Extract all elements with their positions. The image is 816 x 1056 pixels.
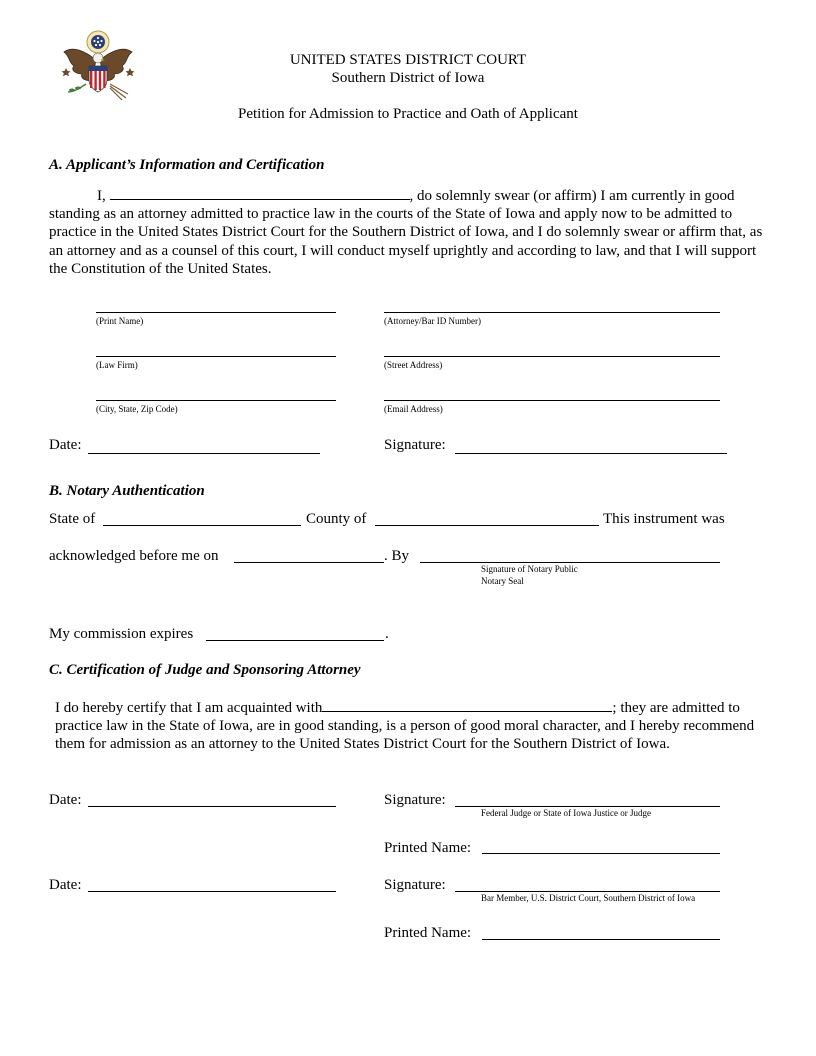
section-a-heading: A. Applicant’s Information and Certification	[49, 157, 325, 173]
date-line-attorney[interactable]	[88, 891, 336, 892]
acknowledged-date-line[interactable]	[234, 562, 384, 563]
date-line-judge[interactable]	[88, 806, 336, 807]
form-title: Petition for Admission to Practice and Oath of Applicant	[238, 106, 578, 122]
certify-paragraph	[55, 698, 770, 754]
street-address-line[interactable]	[384, 356, 720, 357]
print-name-line[interactable]	[96, 312, 336, 313]
by-label: . By	[384, 548, 410, 564]
certify-start: I do hereby certify that I am acquainted with	[55, 700, 323, 716]
district-name: Southern District of Iowa	[331, 70, 485, 86]
printed-name-line-attorney[interactable]	[482, 939, 720, 940]
city-line[interactable]	[96, 400, 336, 401]
date-label-a: Date:	[49, 437, 82, 453]
state-line[interactable]	[103, 525, 301, 526]
law-firm-caption: (Law Firm)	[96, 360, 138, 370]
notary-seal-caption: Notary Seal	[481, 576, 524, 586]
date-line-a[interactable]	[88, 453, 320, 454]
signature-label-judge: Signature:	[384, 792, 446, 808]
bar-id-caption: (Attorney/Bar ID Number)	[384, 316, 481, 326]
commission-label: My commission expires	[49, 626, 194, 642]
acknowledged-text: acknowledged before me on	[49, 548, 219, 564]
section-b-heading: B. Notary Authentication	[49, 483, 205, 499]
court-name: UNITED STATES DISTRICT COURT	[289, 52, 527, 68]
county-line[interactable]	[375, 525, 599, 526]
county-of-label: County of	[306, 511, 367, 527]
instrument-text: This instrument was	[603, 511, 725, 527]
judge-caption: Federal Judge or State of Iowa Justice or Judge	[481, 808, 651, 818]
state-of-label: State of	[49, 511, 96, 527]
notary-signature-caption: Signature of Notary Public	[481, 564, 578, 574]
attorney-caption: Bar Member, U.S. District Court, Southern District of Iowa	[481, 893, 696, 903]
oath-i: I,	[97, 188, 106, 204]
certify-rest: ; they are admitted to practice law in the State of Iowa, are in good standing, is a person of good moral character, and I hereby recommend them for admission as an attorney to the United States District Court for the Southern District of Iowa.	[55, 700, 755, 753]
notary-signature-line[interactable]	[420, 562, 720, 563]
date-label-attorney: Date:	[49, 877, 82, 893]
signature-line-a[interactable]	[455, 453, 727, 454]
signature-label-a: Signature:	[384, 437, 446, 453]
printed-name-line-judge[interactable]	[482, 853, 720, 854]
signature-label-attorney: Signature:	[384, 877, 446, 893]
email-caption: (Email Address)	[384, 404, 443, 414]
commission-line[interactable]	[206, 640, 384, 641]
law-firm-line[interactable]	[96, 356, 336, 357]
printed-name-label-judge: Printed Name:	[384, 840, 472, 856]
signature-line-judge[interactable]	[455, 806, 720, 807]
date-label-judge: Date:	[49, 792, 82, 808]
bar-id-line[interactable]	[384, 312, 720, 313]
commission-period: .	[385, 626, 389, 642]
city-caption: (City, State, Zip Code)	[96, 404, 178, 414]
printed-name-label-attorney: Printed Name:	[384, 925, 472, 941]
applicant-name-blank[interactable]	[110, 186, 410, 200]
oath-paragraph	[49, 186, 767, 278]
street-address-caption: (Street Address)	[384, 360, 443, 370]
email-line[interactable]	[384, 400, 720, 401]
print-name-caption: (Print Name)	[96, 316, 144, 326]
oath-text: , do solemnly swear (or affirm) I am currently in good standing as an attorney admitted to practice law in the courts of the State of Iowa and apply now to be admitted to practice in the United States District Court for the Southern District of Iowa, and I do solemnly swear or affirm that, as an attorney and as a counsel of this court, I will conduct myself uprightly and according to law, and that I will support the Constitution of the United States.	[49, 188, 763, 277]
section-c-heading: C. Certification of Judge and Sponsoring Attorney	[49, 662, 361, 678]
acquainted-name-blank[interactable]	[322, 698, 612, 712]
signature-line-attorney[interactable]	[455, 891, 720, 892]
